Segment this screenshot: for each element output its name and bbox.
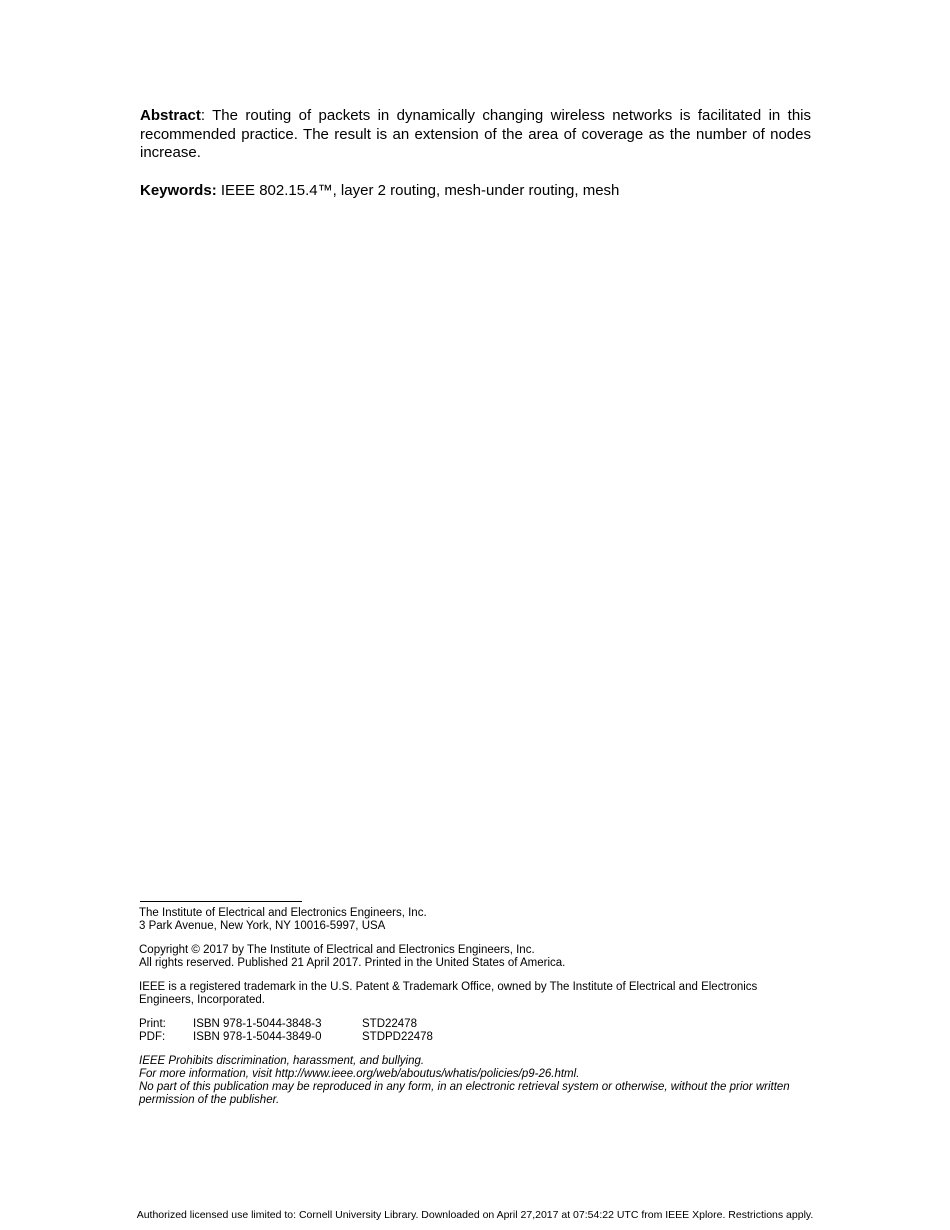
isbn-row-print — [139, 1018, 815, 1031]
rights-line: All rights reserved. Published 21 April 2017. Printed in the United States of America. — [139, 957, 566, 969]
abstract-separator: : — [200, 107, 206, 124]
isbn-print-number: ISBN 978-1-5044-3848-3 — [193, 1018, 322, 1030]
imprint-section — [139, 907, 815, 1107]
abstract-text: The routing of packets in dynamically changing wireless networks is facilitated in this recommended practice. The result is an extension of the area of coverage as the number of nodes increase. — [140, 107, 811, 161]
trademark-notice: IEEE is a registered trademark in the U.S. Patent & Trademark Office, owned by The Institute of Electrical and Electronics Engineers, Incorporated. — [139, 981, 758, 1006]
isbn-pdf-code: STDPD22478 — [362, 1031, 433, 1043]
discrimination-notice: IEEE Prohibits discrimination, harassment, and bullying. — [139, 1055, 425, 1067]
isbn-table — [139, 1018, 815, 1044]
abstract-paragraph — [140, 107, 811, 163]
isbn-pdf-number: ISBN 978-1-5044-3849-0 — [193, 1031, 322, 1043]
abstract-label: Abstract — [140, 107, 201, 124]
reproduction-notice: No part of this publication may be reproduced in any form, in an electronic retrieval system or otherwise, without the prior written permission of the publisher. — [139, 1081, 790, 1106]
keywords-label: Keywords: — [140, 181, 217, 199]
publisher-name: The Institute of Electrical and Electronics Engineers, Inc. — [139, 907, 427, 919]
keywords-paragraph — [140, 182, 811, 201]
isbn-row-pdf — [139, 1031, 815, 1044]
abstract-section — [140, 107, 811, 200]
publisher-address: 3 Park Avenue, New York, NY 10016-5997, USA — [139, 920, 386, 932]
isbn-pdf-label: PDF: — [139, 1031, 166, 1043]
keywords-text: IEEE 802.15.4™, layer 2 routing, mesh-under routing, mesh — [216, 181, 620, 199]
authorized-use-footer: Authorized licensed use limited to: Cornell University Library. Downloaded on April 27,2017 at 07:54:22 UTC from IEEE Xplore. Restrictions apply. — [136, 1209, 814, 1221]
isbn-print-label: Print: — [139, 1018, 166, 1030]
policy-link-notice: For more information, visit http://www.ieee.org/web/aboutus/whatis/policies/p9-26.html. — [139, 1068, 580, 1080]
footnote-divider — [140, 901, 302, 902]
copyright-line: Copyright © 2017 by The Institute of Electrical and Electronics Engineers, Inc. — [139, 944, 535, 956]
isbn-print-code: STD22478 — [362, 1018, 417, 1030]
